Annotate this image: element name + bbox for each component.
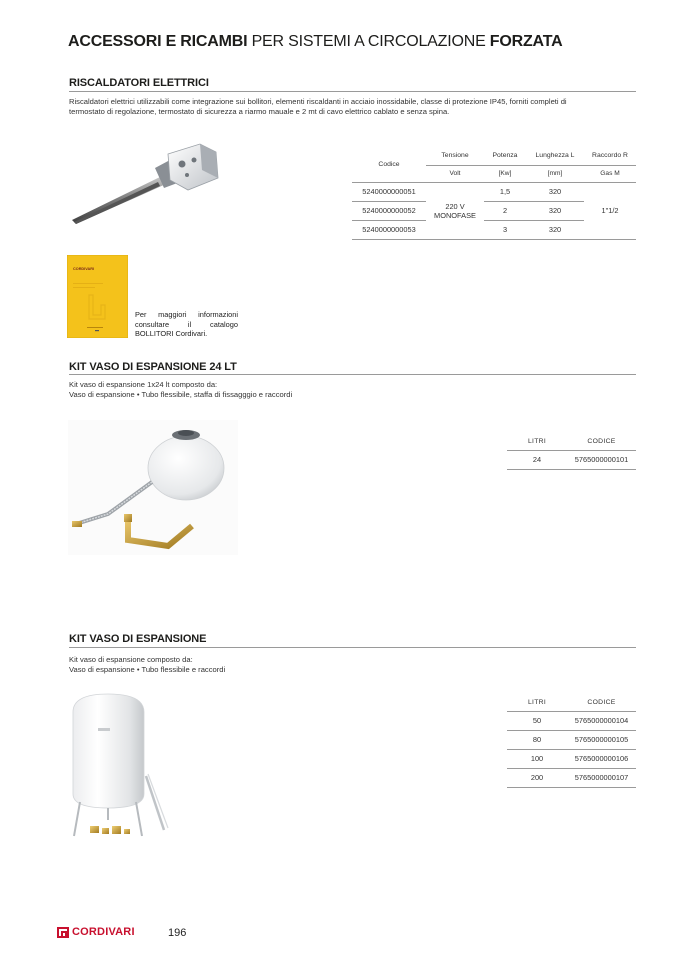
electric-heater-image xyxy=(70,142,220,227)
heater-tensione-line1: 220 V xyxy=(445,201,465,211)
kit-litri-cell: 80 xyxy=(507,730,567,749)
page-number: 196 xyxy=(168,927,187,939)
kit-codice-cell: 5765000000105 xyxy=(567,730,636,749)
heater-tensione-cell xyxy=(426,182,484,239)
kit24-description-line2: Vaso di espansione • Tubo flessibile, staffa di fissagggio e raccordi xyxy=(69,390,293,399)
kit-codice-cell: 5765000000104 xyxy=(567,711,636,730)
heater-potenza-cell: 2 xyxy=(484,201,526,220)
kit-codice-cell: 5765000000106 xyxy=(567,749,636,768)
kit-table xyxy=(507,695,636,788)
kit-section-title: KIT VASO DI ESPANSIONE xyxy=(69,633,207,645)
heaters-col-raccordo: Raccordo R xyxy=(584,147,636,165)
kit-litri-cell: 50 xyxy=(507,711,567,730)
heater-potenza-cell: 1,5 xyxy=(484,182,526,201)
heaters-col-codice: Codice xyxy=(378,160,400,168)
table-row xyxy=(507,450,636,469)
kit24-section-rule xyxy=(69,374,636,375)
heaters-unit-potenza: [Kw] xyxy=(498,170,512,177)
kit-codice-cell: 5765000000107 xyxy=(567,768,636,787)
heater-lunghezza-cell: 320 xyxy=(526,220,584,239)
heater-lunghezza-cell: 320 xyxy=(526,182,584,201)
kit-description-line1: Kit vaso di espansione composto da: xyxy=(69,655,193,664)
page-title-bold-part2: FORZATA xyxy=(489,33,563,50)
cordivari-logo-icon xyxy=(57,927,69,938)
heater-codice-cell: 5240000000052 xyxy=(352,201,426,220)
kit24-section-title: KIT VASO DI ESPANSIONE 24 LT xyxy=(69,361,237,373)
kit24-litri-cell: 24 xyxy=(507,450,567,469)
heaters-col-tensione: Tensione xyxy=(426,147,484,165)
heaters-unit-lunghezza: [mm] xyxy=(547,170,563,177)
heaters-col-lunghezza: Lunghezza L xyxy=(526,147,584,165)
kit24-description-line1: Kit vaso di espansione 1x24 lt composto da: xyxy=(69,380,218,389)
catalog-cover-image xyxy=(67,255,128,338)
heater-lunghezza-cell: 320 xyxy=(526,201,584,220)
table-row xyxy=(507,730,636,749)
kit-description xyxy=(69,655,225,675)
page-title xyxy=(68,33,562,51)
kit-litri-cell: 100 xyxy=(507,749,567,768)
table-row xyxy=(352,182,636,201)
page-title-bold-part1: ACCESSORI E RICAMBI xyxy=(68,33,248,50)
heater-codice-cell: 5240000000053 xyxy=(352,220,426,239)
expansion-kit-24-image xyxy=(68,420,238,555)
kit-section-rule xyxy=(69,647,636,648)
heaters-unit-tensione: Volt xyxy=(449,170,461,177)
kit-description-line2: Vaso di espansione • Tubo flessibile e raccordi xyxy=(69,665,226,674)
heater-raccordo-cell: 1"1/2 xyxy=(584,182,636,239)
kit24-description xyxy=(69,380,292,400)
heaters-description xyxy=(69,97,567,117)
heaters-unit-raccordo: Gas M xyxy=(600,170,620,177)
heater-codice-cell: 5240000000051 xyxy=(352,182,426,201)
kit-col-litri: LITRI xyxy=(527,699,547,707)
kit-litri-cell: 200 xyxy=(507,768,567,787)
footer-brand: CORDIVARI xyxy=(72,926,135,938)
catalog-note: Per maggiori informazioni consultare il catalogo BOLLITORI Cordivari. xyxy=(135,310,238,338)
kit24-codice-cell: 5765000000101 xyxy=(567,450,636,469)
heaters-section-title: RISCALDATORI ELETTRICI xyxy=(69,77,209,89)
kit24-col-litri: LITRI xyxy=(527,438,547,446)
footer-logo xyxy=(57,926,135,938)
heaters-col-potenza: Potenza xyxy=(484,147,526,165)
heaters-table xyxy=(352,147,636,240)
heater-tensione-line2: MONOFASE xyxy=(434,210,476,220)
heaters-description-line2: termostato di regolazione, termostato di sicurezza a riarmo mauale e 2 mt di cavo elettrico cablato e senza spina. xyxy=(69,107,450,116)
kit24-col-codice: CODICE xyxy=(587,438,616,446)
heaters-section-rule xyxy=(69,91,636,92)
catalog-cover-brand: CORDIVARI xyxy=(73,267,95,271)
heaters-description-line1: Riscaldatori elettrici utilizzabili come integrazione sui bollitori, elementi riscaldanti in acciaio inossidabile, classe di protezione IP45, forniti completi di xyxy=(69,97,567,106)
page-title-normal-part: PER SISTEMI A CIRCOLAZIONE xyxy=(247,33,490,50)
heater-potenza-cell: 3 xyxy=(484,220,526,239)
table-row xyxy=(507,711,636,730)
table-row xyxy=(507,768,636,787)
expansion-vessel-image xyxy=(68,690,178,840)
table-row xyxy=(507,749,636,768)
kit24-table xyxy=(507,434,636,470)
kit-col-codice: CODICE xyxy=(587,699,616,707)
